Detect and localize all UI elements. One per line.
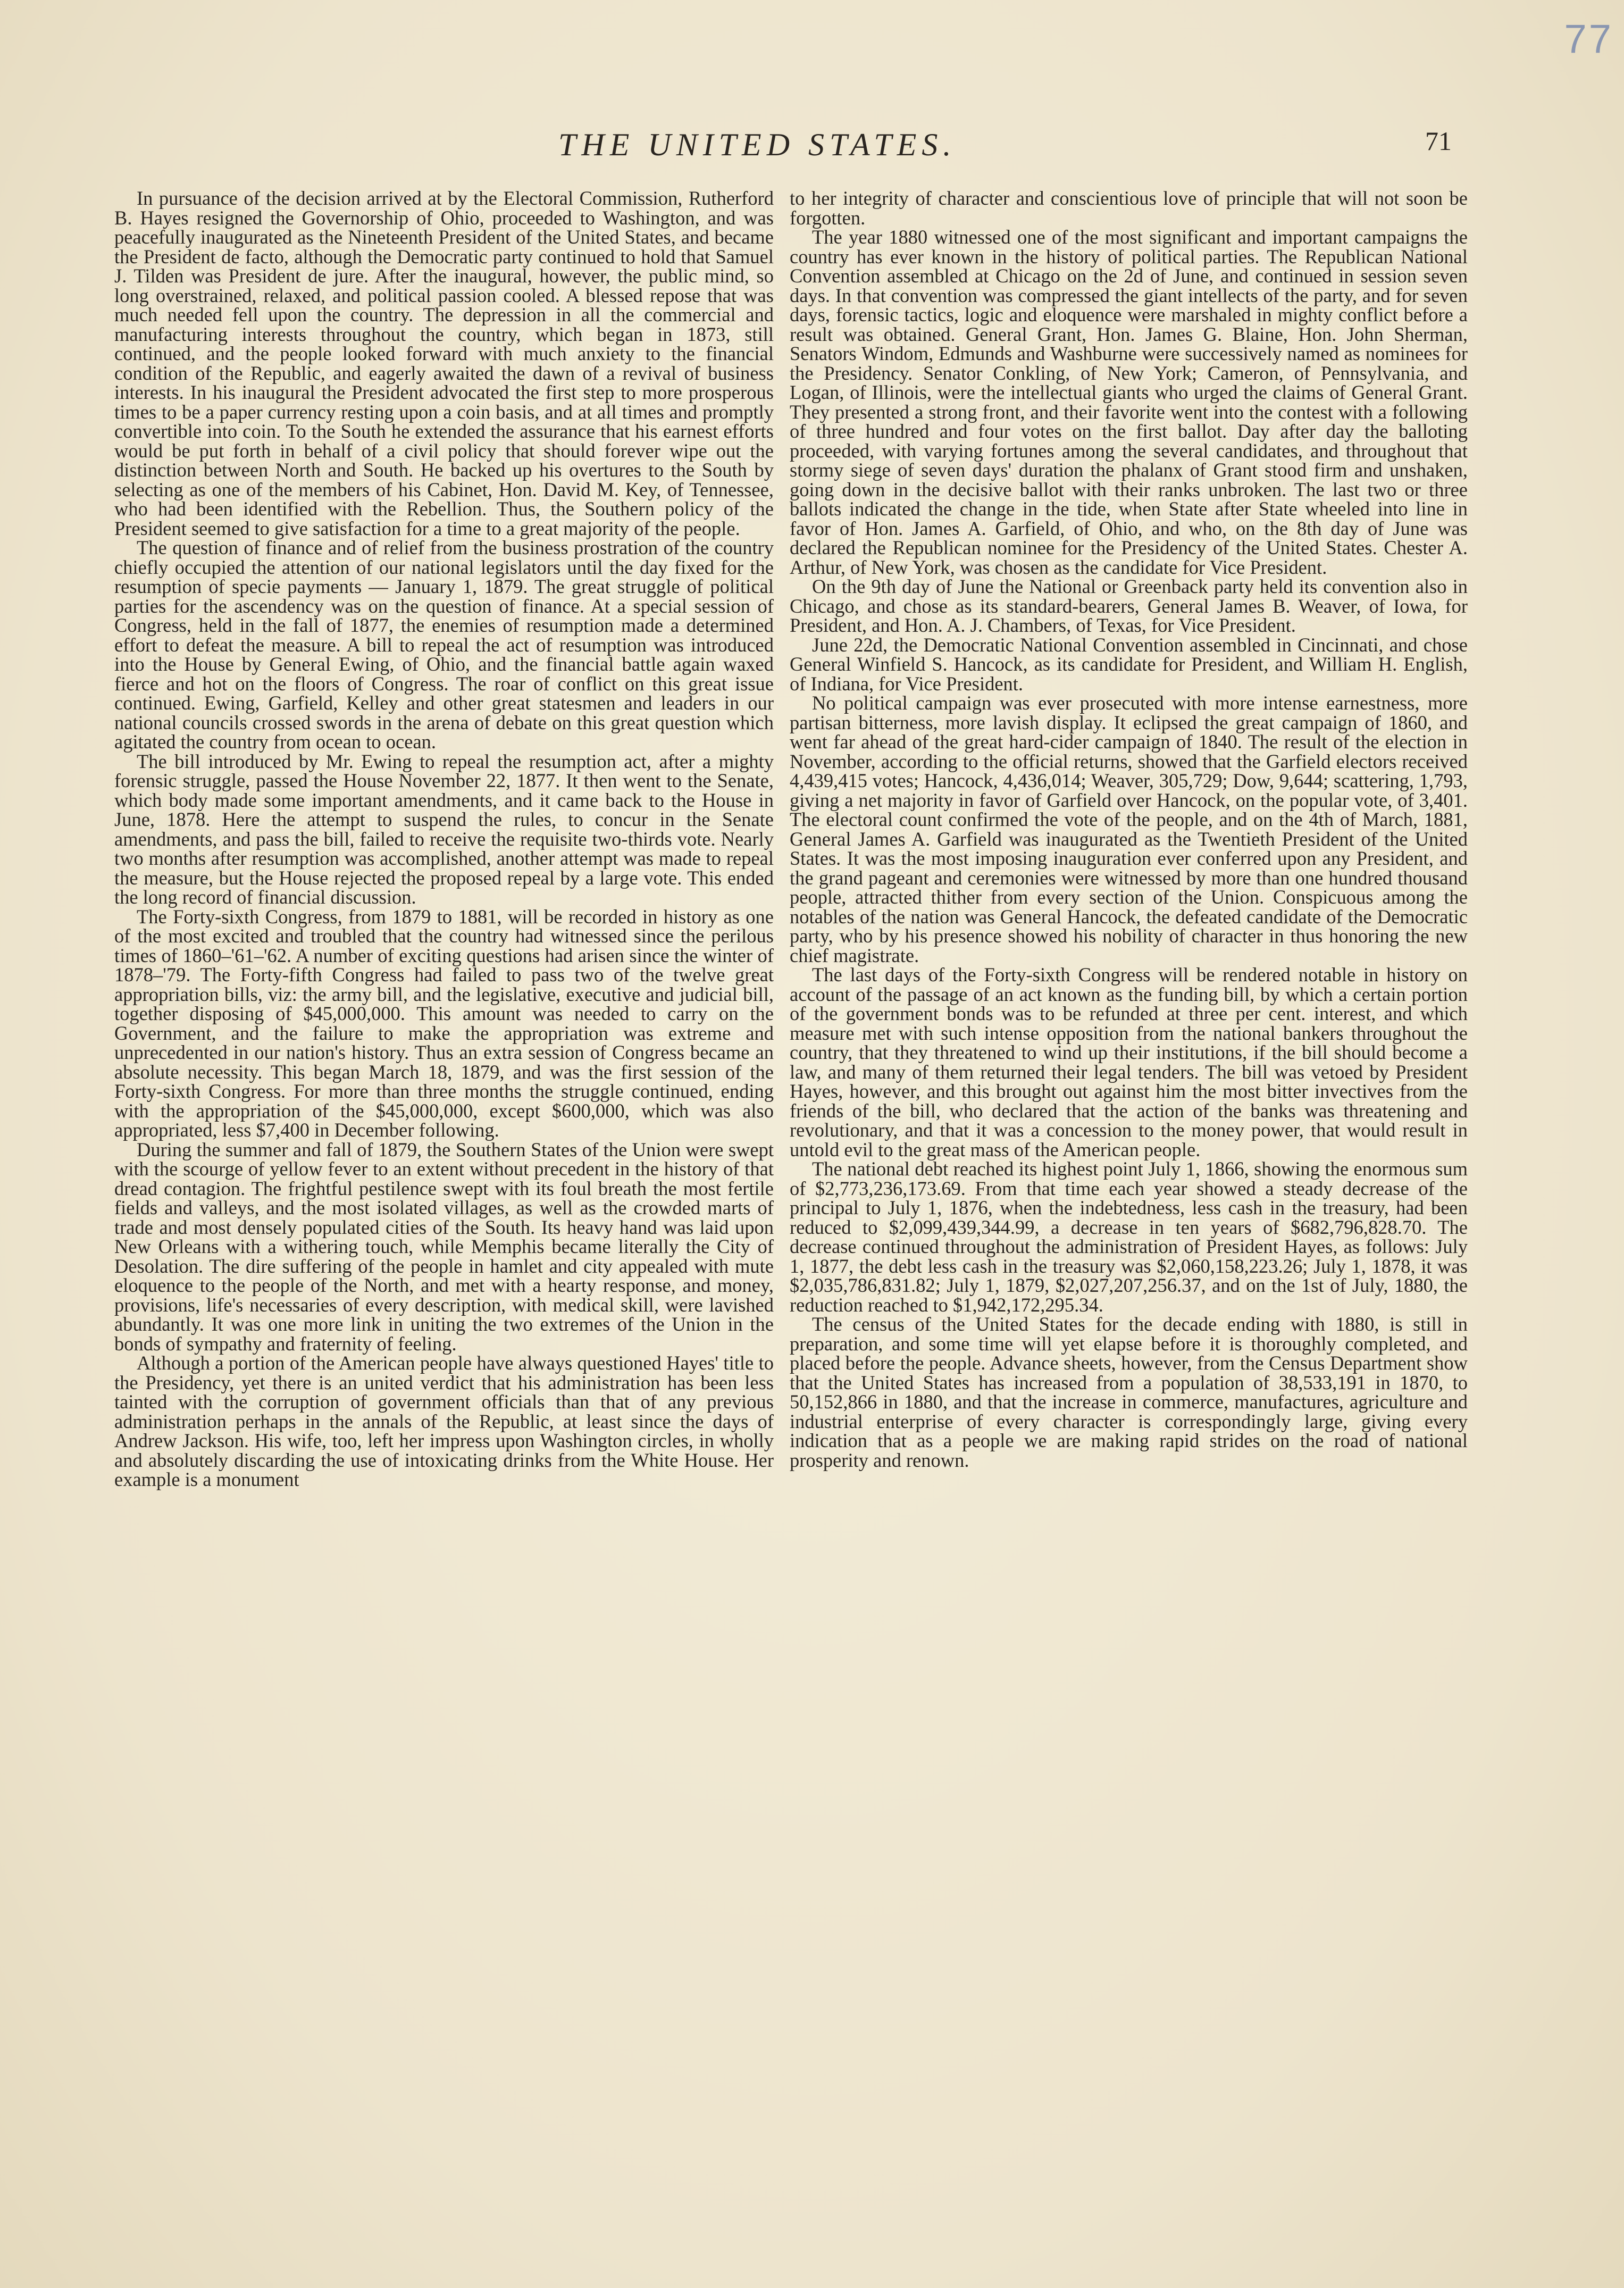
left-column	[114, 189, 774, 1490]
paragraph-continued: to her integrity of character and conscientious love of principle that will not soon be forgotten.	[790, 187, 1468, 229]
paragraph: The year 1880 witnessed one of the most significant and important campaigns the country has ever known in the history of political parties. The Republican National Convention assembled at Chicago on the 2d of June, and continued in session seven days. In that convention was compressed the giant intellects of the party, and for seven days, forensic tactics, logic and eloquence were marshaled in mighty conflict before a result was obtained. General Grant, Hon. James G. Blaine, Hon. John Sherman, Senators Windom, Edmunds and Washburne were successively named as nominees for the Presidency. Senator Conkling, of New York; Cameron, of Pennsylvania, and Logan, of Illinois, were the intellectual giants who urged the claims of General Grant. They presented a strong front, and their favorite went into the contest with a following of three hundred and four votes on the first ballot. Day after day the balloting proceeded, with varying fortunes among the several candidates, and throughout that stormy siege of seven days' duration the phalanx of Grant stood firm and unshaken, going down in the decisive ballot with their ranks unbroken. The last two or three ballots indicated the change in the tide, when State after State wheeled into line in favor of Hon. James A. Garfield, of Ohio, and who, on the 8th day of June was declared the Republican nominee for the Presidency of the United States. Chester A. Arthur, of New York, was chosen as the candidate for Vice President.	[790, 226, 1468, 578]
paragraph: During the summer and fall of 1879, the Southern States of the Union were swept with the scourge of yellow fever to an extent without precedent in the history of that dread contagion. The frightful pestilence swept with its foul breath the most fertile fields and valleys, and the most isolated villages, as well as the crowded marts of trade and most densely populated cities of the South. Its heavy hand was laid upon New Orleans with a withering touch, while Memphis became literally the City of Desolation. The dire suffering of the people in hamlet and city appealed with mute eloquence to the people of the North, and met with a hearty response, and money, provisions, life's necessaries of every description, with medical skill, were lavished abundantly. It was one more link in uniting the two extremes of the Union in the bonds of sympathy and fraternity of feeling.	[114, 1138, 774, 1355]
paragraph: The question of finance and of relief from the business prostration of the country chiefly occupied the attention of our national legislators until the day fixed for the resumption of specie payments — January 1, 1879. The great struggle of political parties for the ascendency was on the question of finance. At a special session of Congress, held in the fall of 1877, the enemies of resumption made a determined effort to defeat the measure. A bill to repeal the act of resumption was introduced into the House by General Ewing, of Ohio, and the financial battle again waxed fierce and hot on the floors of Congress. The roar of conflict on this great issue continued. Ewing, Garfield, Kelley and other great statesmen and leaders in our national councils crossed swords in the arena of debate on this great question which agitated the country from ocean to ocean.	[114, 537, 774, 753]
paragraph: The census of the United States for the decade ending with 1880, is still in preparation, and some time will yet elapse before it is thoroughly completed, and placed before the people. Advance sheets, however, from the Census Department show that the United States has increased from a population of 38,533,191 in 1870, to 50,152,866 in 1880, and that the increase in commerce, manufactures, agriculture and industrial enterprise of every character is correspondingly large, giving every indication that as a people we are making rapid strides on the road of national prosperity and renown.	[790, 1313, 1468, 1471]
paragraph: The last days of the Forty-sixth Congress will be rendered notable in history on account of the passage of an act known as the funding bill, by which a certain portion of the government bonds was to be refunded at three per cent. interest, and which measure met with such intense opposition from the national bankers throughout the country, that they threatened to wind up their institutions, if the bill should become a law, and many of them returned their legal tenders. The bill was vetoed by President Hayes, however, and this brought out against him the most bitter invectives from the friends of the bill, who declared that the action of the banks was threatening and revolutionary, and that it was a concession to the money power, that would result in untold evil to the great mass of the American people.	[790, 964, 1468, 1160]
paragraph: Although a portion of the American people have always questioned Hayes' title to the Presidency, yet there is an united verdict that his administration has been less tainted with the corruption of government officials than that of any previous administration perhaps in the annals of the Republic, at least since the days of Andrew Jackson. His wife, too, left her impress upon Washington circles, in wholly and absolutely discarding the use of intoxicating drinks from the White House. Her example is a monument	[114, 1352, 774, 1490]
paragraph: On the 9th day of June the National or Greenback party held its convention also in Chicago, and chose as its standard-bearers, General James B. Weaver, of Iowa, for President, and Hon. A. J. Chambers, of Texas, for Vice President.	[790, 575, 1468, 636]
handwritten-page-mark: 77	[1564, 16, 1613, 62]
paragraph: The bill introduced by Mr. Ewing to repeal the resumption act, after a mighty forensic struggle, passed the House November 22, 1877. It then went to the Senate, which body made some important amendments, and it came back to the House in June, 1878. Here the attempt to suspend the rules, to concur in the Senate amendments, and pass the bill, failed to receive the requisite two-thirds vote. Nearly two months after resumption was accomplished, another attempt was made to repeal the measure, but the House rejected the proposed repeal by a large vote. This ended the long record of financial discussion.	[114, 750, 774, 908]
paragraph: No political campaign was ever prosecuted with more intense earnestness, more partisan bitterness, more lavish display. It eclipsed the great campaign of 1860, and went far ahead of the great hard-cider campaign of 1840. The result of the election in November, according to the official returns, showed that the Garfield electors received 4,439,415 votes; Hancock, 4,436,014; Weaver, 305,729; Dow, 9,644; scattering, 1,793, giving a net majority in favor of Garfield over Hancock, on the popular vote, of 3,401. The electoral count confirmed the vote of the people, and on the 4th of March, 1881, General James A. Garfield was inaugurated as the Twentieth President of the United States. It was the most imposing inauguration ever conferred upon any President, and the grand pageant and ceremonies were witnessed by more than one hundred thousand people, attracted thither from every section of the Union. Conspicuous among the notables of the nation was General Hancock, the defeated candidate of the Democratic party, who by his presence showed his nobility of character in thus honoring the new chief magistrate.	[790, 692, 1468, 966]
paragraph: In pursuance of the decision arrived at by the Electoral Commission, Rutherford B. Hayes resigned the Governorship of Ohio, proceeded to Washington, and was peacefully inaugurated as the Nineteenth President of the United States, and became the President de facto, although the Democratic party continued to hold that Samuel J. Tilden was President de jure. After the inaugural, however, the public mind, so long overstrained, relaxed, and political passion cooled. A blessed repose that was much needed fell upon the country. The depression in all the commercial and manufacturing interests throughout the country, which began in 1873, still continued, and the people looked forward with much anxiety to the financial condition of the Republic, and eagerly awaited the dawn of a revival of business interests. In his inaugural the President advocated the first step to more prosperous times to be a paper currency resting upon a coin basis, and at all times and promptly convertible into coin. To the South he extended the assurance that his earnest efforts would be put forth in behalf of a civil policy that should forever wipe out the distinction between North and South. He backed up his overtures to the South by selecting as one of the members of his Cabinet, Hon. David M. Key, of Tennessee, who had been identified with the Rebellion. Thus, the Southern policy of the President seemed to give satisfaction for a time to a great majority of the people.	[114, 187, 774, 539]
paragraph: The Forty-sixth Congress, from 1879 to 1881, will be recorded in history as one of the most excited and troubled that the country had witnessed since the perilous times of 1860–'61–'62. A number of exciting questions had arisen since the winter of 1878–'79. The Forty-fifth Congress had failed to pass two of the twelve great appropriation bills, viz: the army bill, and the legislative, executive and judicial bill, together disposing of $45,000,000. This amount was needed to carry on the Government, and the failure to make the appropriation was extreme and unprecedented in our nation's history. Thus an extra session of Congress became an absolute necessity. This began March 18, 1879, and was the first session of the Forty-sixth Congress. For more than three months the struggle continued, ending with the appropriation of the $45,000,000, except $600,000, which was also appropriated, less $7,400 in December following.	[114, 905, 774, 1141]
paragraph: The national debt reached its highest point July 1, 1866, showing the enormous sum of $2,773,236,173.69. From that time each year showed a steady decrease of the principal to July 1, 1876, when the indebtedness, less cash in the treasury, had been reduced to $2,099,439,344.99, a decrease in ten years of $682,796,828.70. The decrease continued throughout the administration of President Hayes, as follows: July 1, 1877, the debt less cash in the treasury was $2,060,158,223.26; July 1, 1878, it was $2,035,786,831.82; July 1, 1879, $2,027,207,256.37, and on the 1st of July, 1880, the reduction reached to $1,942,172,295.34.	[790, 1158, 1468, 1316]
running-head: THE UNITED STATES.	[558, 127, 957, 162]
page-number: 71	[1425, 126, 1452, 156]
right-column	[790, 189, 1468, 1470]
paragraph: June 22d, the Democratic National Convention assembled in Cincinnati, and chose General Winfield S. Hancock, as its candidate for President, and William H. English, of Indiana, for Vice President.	[790, 633, 1468, 695]
